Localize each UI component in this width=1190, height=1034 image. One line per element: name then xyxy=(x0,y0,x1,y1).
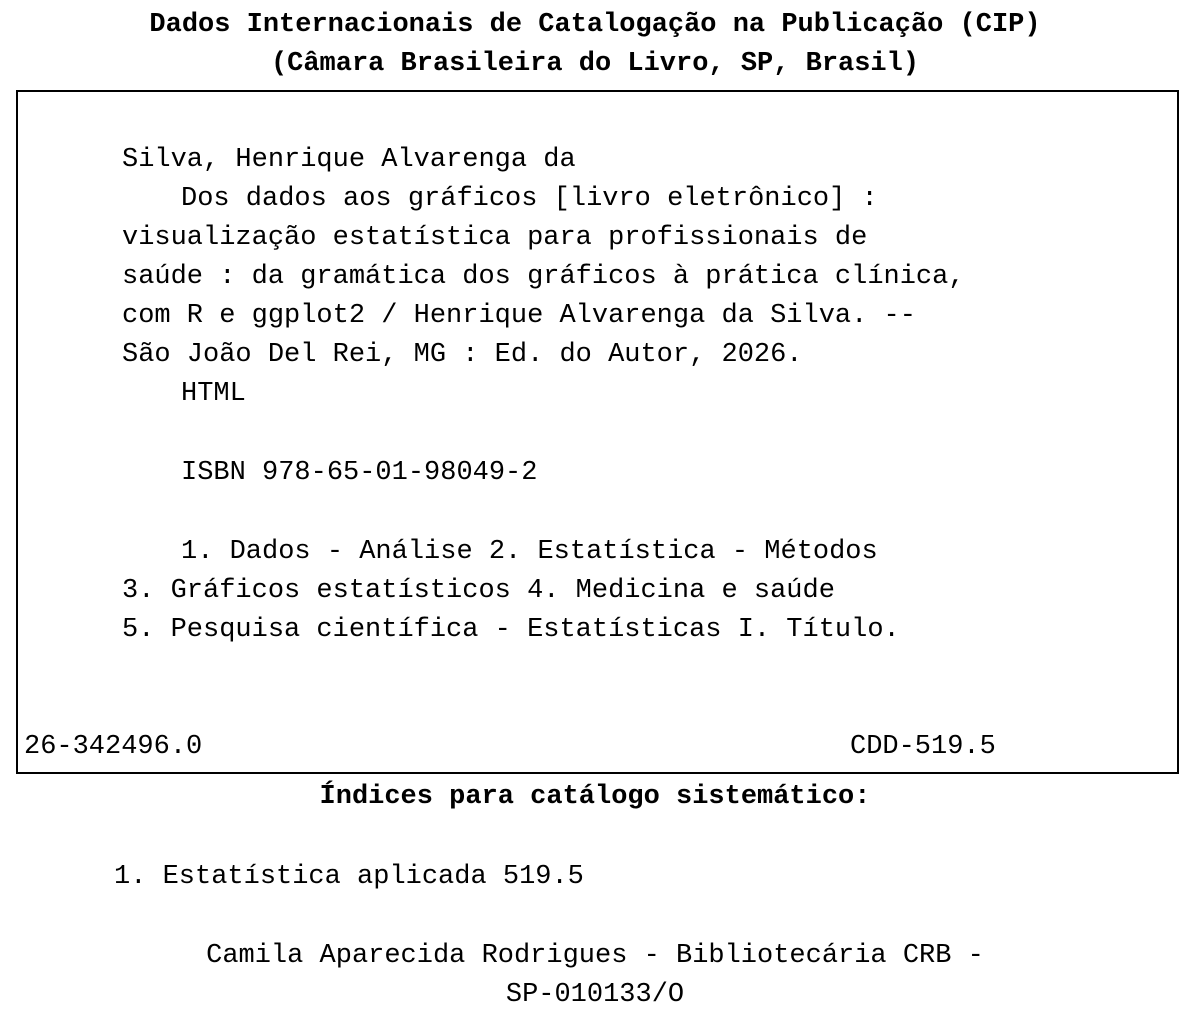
record-control-number: 26-342496.0 xyxy=(24,732,203,762)
record-title-line: Dos dados aos gráficos [livro eletrônico] : xyxy=(181,184,878,214)
librarian-registration: SP-010133/O xyxy=(505,980,685,1010)
cip-header-title: Dados Internacionais de Catalogação na Publicação (CIP) xyxy=(149,10,1041,40)
cip-header-subtitle: (Câmara Brasileira do Livro, SP, Brasil) xyxy=(270,49,920,79)
record-title-line: com R e ggplot2 / Henrique Alvarenga da Silva. -- xyxy=(122,301,916,331)
record-isbn: ISBN 978-65-01-98049-2 xyxy=(181,458,538,488)
record-cdd: CDD-519.5 xyxy=(850,732,996,762)
record-title-line: São João Del Rei, MG : Ed. do Autor, 2026. xyxy=(122,340,803,370)
index-item: 1. Estatística aplicada 519.5 xyxy=(114,862,584,892)
record-subject-line: 5. Pesquisa científica - Estatísticas I. Título. xyxy=(122,615,900,645)
record-title-line: visualização estatística para profissionais de xyxy=(122,223,868,253)
record-format: HTML xyxy=(181,379,246,409)
record-author: Silva, Henrique Alvarenga da xyxy=(122,145,576,175)
index-title: Índices para catálogo sistemático: xyxy=(319,782,871,812)
record-title-line: saúde : da gramática dos gráficos à prática clínica, xyxy=(122,262,965,292)
record-subject-line: 1. Dados - Análise 2. Estatística - Métodos xyxy=(181,537,878,567)
catalog-card xyxy=(16,90,1179,774)
record-subject-line: 3. Gráficos estatísticos 4. Medicina e saúde xyxy=(122,576,835,606)
librarian-signature: Camila Aparecida Rodrigues - Bibliotecária CRB - xyxy=(206,941,984,971)
